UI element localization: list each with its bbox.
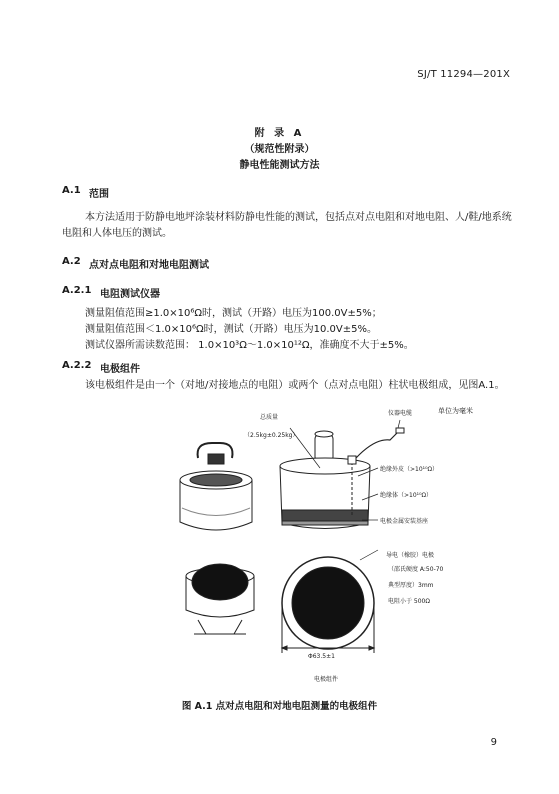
label-hardness: （邵氏硬度 A:50-70	[388, 566, 444, 573]
section-a21-line1: 测量阻值范围≥1.0×10⁶Ω时，测试（开路）电压为100.0V±5%；	[85, 308, 382, 319]
label-resistance: 电阻小于 500Ω	[388, 598, 430, 605]
appendix-title: 附 录 A	[254, 128, 305, 139]
electrode-drawing	[150, 398, 480, 688]
small-electrode-drawing	[180, 443, 252, 530]
figure-caption: 图 A.1 点对点电阻和对地电阻测量的电极组件	[181, 701, 378, 712]
label-conductive-rubber: 导电（橡胶）电极	[386, 552, 435, 559]
section-a2-title: 点对点电阻和对地电阻测试	[89, 260, 209, 271]
label-diameter: Φ63.5±1	[308, 653, 335, 660]
label-cable: 仪器电缆	[388, 410, 413, 417]
section-a22-body: 该电极组件是由一个（对地/对接地点的电阻）或两个（点对点电阻）柱状电极组成，见图A.1。	[85, 380, 505, 391]
section-a21-line3: 测试仪器所需读数范围： 1.0×10³Ω～1.0×10¹²Ω，准确度不大于±5%。	[85, 340, 414, 351]
unit-note: 单位为毫米	[438, 407, 473, 415]
label-insulator: 绝缘体（>10¹⁰Ω）	[380, 492, 433, 499]
section-a1-body-line2: 电阻和人体电压的测试。	[62, 228, 172, 239]
appendix-nature: （规范性附录）	[244, 144, 315, 155]
electrode-figure	[150, 398, 480, 688]
bottom-electrode-drawing	[186, 564, 254, 634]
section-a22-title: 电极组件	[100, 364, 140, 375]
label-mass-value: （2.5kg±0.25kg）	[244, 432, 299, 439]
label-thickness: 典型厚度）3mm	[388, 582, 434, 589]
section-a1-title: 范围	[89, 189, 109, 200]
label-metal-base: 电极金属安装基座	[380, 518, 429, 525]
section-a21-number: A.2.1	[62, 285, 92, 296]
main-electrode-drawing	[280, 428, 404, 529]
label-total-mass: 总质量	[260, 414, 279, 421]
section-a21-line2: 测量阻值范围＜1.0×10⁶Ω时，测试（开路）电压为10.0V±5%。	[85, 324, 378, 335]
section-a1-number: A.1	[62, 185, 81, 196]
appendix-name: 静电性能测试方法	[239, 160, 320, 171]
section-a2-number: A.2	[62, 256, 81, 267]
section-a22-number: A.2.2	[62, 360, 92, 371]
section-a21-title: 电阻测试仪器	[100, 289, 160, 300]
standard-number: SJ/T 11294—201X	[417, 69, 510, 80]
label-insulating-shell: 绝缘外皮（>10¹⁰Ω）	[380, 466, 439, 473]
bottom-view-disk	[282, 557, 374, 653]
label-electrode-assembly: 电极组件	[314, 676, 339, 683]
section-a1-body-line1: 本方法适用于防静电地坪涂装材料防静电性能的测试，包括点对点电阻和对地电阻、人/鞋/地系统	[85, 212, 512, 223]
page-number: 9	[490, 737, 497, 748]
